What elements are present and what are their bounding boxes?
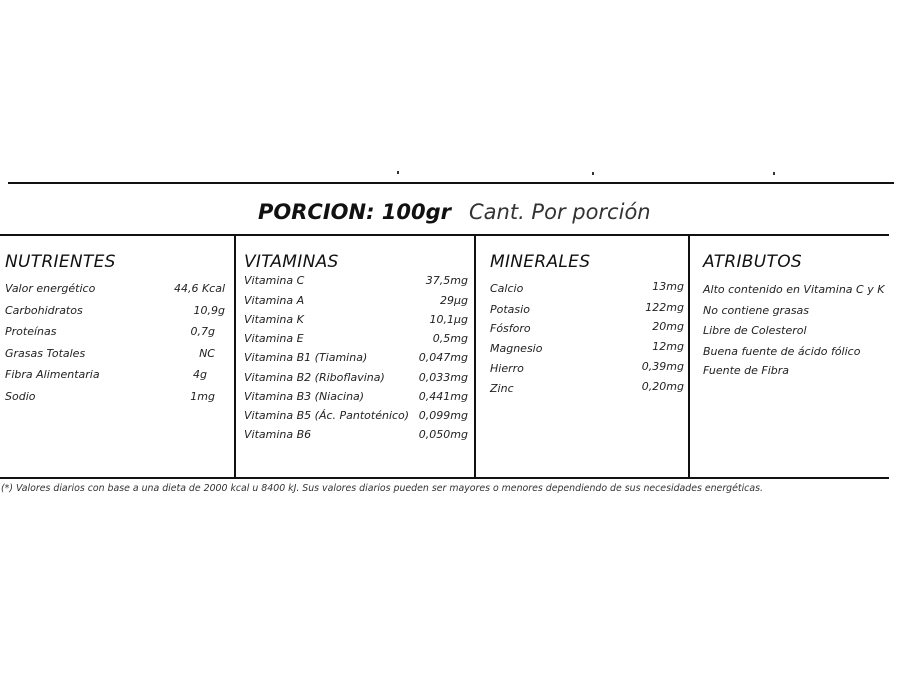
nutrient-name: Grasas Totales <box>5 347 86 360</box>
mineral-value: 122mg <box>645 301 684 314</box>
vitamins-heading: VITAMINAS <box>244 252 339 272</box>
vitamin-value: 10,1µg <box>429 313 468 326</box>
nutrient-name: Proteínas <box>5 325 57 338</box>
footnote: (*) Valores diarios con base a una dieta de 2000 kcal u 8400 kJ. Sus valores diarios pueden ser mayores o menores dependiendo de sus necesidades energéticas. <box>1 483 763 494</box>
mineral-value: 20mg <box>652 320 684 333</box>
nutrient-value: 10,9g <box>193 304 225 317</box>
vitamin-name: Vitamina B5 (Ác. Pantoténico) <box>244 409 410 422</box>
per-portion-label: Cant. Por porción <box>469 200 651 224</box>
vitamin-name: Vitamina E <box>244 332 304 345</box>
vitamin-value: 29µg <box>440 294 468 307</box>
column-divider <box>234 235 236 478</box>
mineral-name: Zinc <box>490 382 514 395</box>
attribute-item: Fuente de Fibra <box>703 364 790 377</box>
top-mark <box>773 172 775 175</box>
vitamin-value: 0,033mg <box>418 371 468 384</box>
attributes-heading: ATRIBUTOS <box>703 252 802 272</box>
portion-header <box>258 200 651 224</box>
vitamin-name: Vitamina C <box>244 274 305 287</box>
mineral-name: Potasio <box>490 303 530 316</box>
attribute-item: Libre de Colesterol <box>703 324 807 337</box>
column-divider <box>688 235 690 478</box>
mineral-value: 0,39mg <box>641 360 684 373</box>
minerals-heading: MINERALES <box>490 252 591 272</box>
mineral-value: 13mg <box>652 280 684 293</box>
nutrients-heading: NUTRIENTES <box>5 252 116 272</box>
nutrient-value: 44,6 Kcal <box>173 282 225 295</box>
header-rule <box>0 234 889 236</box>
mineral-name: Hierro <box>490 362 524 375</box>
mineral-name: Magnesio <box>490 342 543 355</box>
vitamin-value: 0,050mg <box>418 428 468 441</box>
nutrient-value: 0,7g <box>190 325 215 338</box>
nutrient-name: Fibra Alimentaria <box>5 368 100 381</box>
top-mark <box>592 172 594 175</box>
mineral-name: Fósforo <box>490 322 531 335</box>
top-rule <box>8 182 894 184</box>
vitamin-name: Vitamina B2 (Riboflavina) <box>244 371 385 384</box>
bottom-rule <box>0 477 889 479</box>
attribute-item: Buena fuente de ácido fólico <box>703 345 861 358</box>
vitamin-value: 37,5mg <box>425 274 468 287</box>
nutrient-value: 1mg <box>190 390 215 403</box>
vitamin-name: Vitamina B1 (Tiamina) <box>244 351 368 364</box>
mineral-value: 0,20mg <box>641 380 684 393</box>
top-mark <box>397 171 399 174</box>
vitamin-value: 0,047mg <box>418 351 468 364</box>
vitamin-name: Vitamina K <box>244 313 304 326</box>
vitamin-name: Vitamina A <box>244 294 305 307</box>
vitamin-value: 0,5mg <box>432 332 468 345</box>
nutrient-value: NC <box>199 347 215 360</box>
vitamin-name: Vitamina B6 <box>244 428 312 441</box>
mineral-name: Calcio <box>490 282 524 295</box>
vitamin-name: Vitamina B3 (Niacina) <box>244 390 365 403</box>
attribute-item: Alto contenido en Vitamina C y K <box>703 283 885 296</box>
nutrient-name: Sodio <box>5 390 36 403</box>
nutrient-value: 4g <box>193 368 207 381</box>
vitamin-value: 0,099mg <box>418 409 468 422</box>
vitamin-value: 0,441mg <box>418 390 468 403</box>
nutrient-name: Valor energético <box>5 282 96 295</box>
column-divider <box>474 235 476 478</box>
portion-label: PORCION: 100gr <box>258 200 451 224</box>
nutrient-name: Carbohidratos <box>5 304 83 317</box>
attribute-item: No contiene grasas <box>703 304 810 317</box>
mineral-value: 12mg <box>652 340 684 353</box>
